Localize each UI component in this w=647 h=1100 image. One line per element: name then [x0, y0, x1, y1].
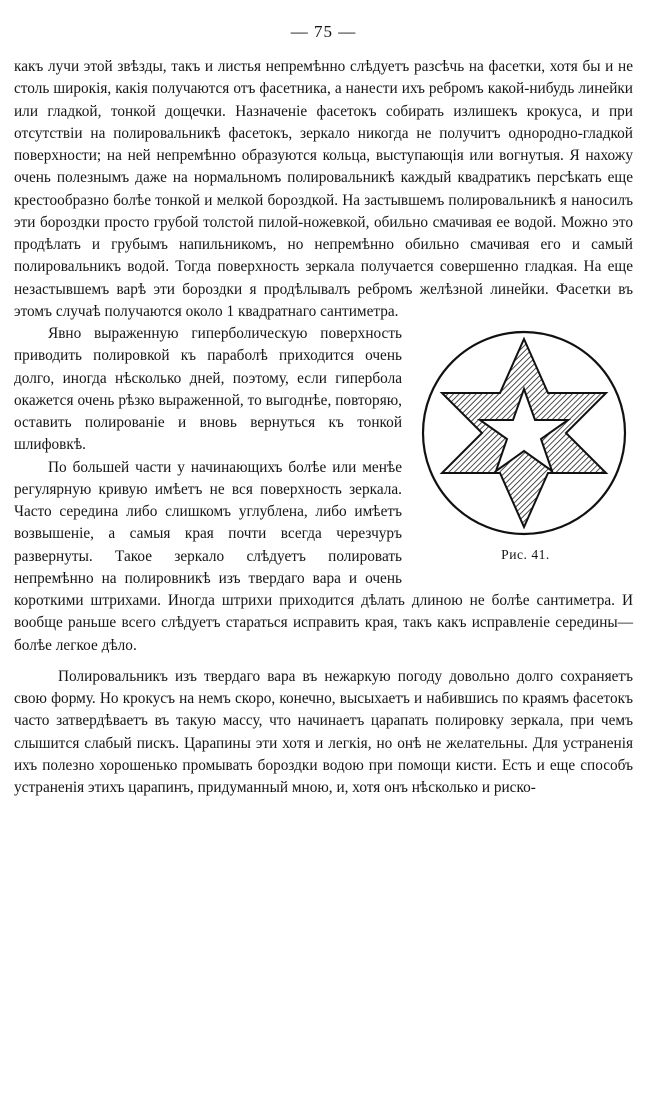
paragraph-2: Явно выраженную гиперболическую поверхность приводить полировкой къ параболѣ приходится очень долго, иногда нѣсколько дней, поэтому, если гипербола окажется очень рѣзко выраженной, то выгоднѣе, повторяю, оставить полированіе и вновь вернуться къ тонкой шлифовкѣ.: [14, 325, 402, 454]
figure-illustration: [418, 327, 630, 539]
page-content: [14, 56, 633, 799]
paragraph-spacer: [14, 657, 633, 666]
six-pointed-star-icon: [418, 327, 630, 539]
figure-caption: Рис. 41.: [501, 547, 550, 562]
paragraph-4: Полировальникъ изъ твердаго вара въ нежаркую погоду довольно долго сохраняетъ свою форму. Но крокусъ на немъ скоро, конечно, высыхаетъ и набившись по краямъ фасетокъ часто затвердѣваетъ въ такую массу, что начинаетъ царапать полировку зеркала, при чемъ слышится слабый пискъ. Царапины эти хотя и легкія, но онѣ не желательны. Для устраненія ихъ полезно хорошенько промывать бороздки водою при помощи кисти. Есть и еще способъ устраненія этихъ царапинъ, придуманный мною, и, хотя онъ нѣсколько и риско-: [14, 667, 633, 796]
paragraph-1: какъ лучи этой звѣзды, такъ и листья непремѣнно слѣдуетъ разсѣчь на фасетки, хотя бы и не столь широкія, какія получаются отъ фасетника, а нанести ихъ ребромъ какой-нибудь линейки или гладкой, тонкой дощечки. Назначеніе фасетокъ собирать излишекъ крокуса, и при отсутствіи на полировальникѣ фасетокъ, зеркало никогда не получитъ однородно-гладкой поверхности; на ней непремѣнно образуются кольца, выступающія или вогнутыя. Я нахожу очень полезнымъ даже на нормальномъ полировальникѣ каждый квадратикъ персѣкать еще крестообразно болѣе тонкой и мелкой бороздкой. На застывшемъ полировальникѣ я наносилъ эти бороздки просто грубой толстой пилой-ножевкой, обильно смачивая ее водой. Можно это продѣлать и грубымъ напильникомъ, но непремѣнно обильно смачивая его и самый полировальникъ водой. Тогда поверхность зеркала получается совершенно гладкая. На еще незастывшемъ варѣ эти бороздки я продѣлывалъ ребромъ желѣзной линейки. Фасетки въ этомъ случаѣ получаются около 1 квадратнаго сантиметра.: [14, 58, 633, 320]
page-number: — 75 —: [290, 22, 357, 41]
figure-41: [418, 327, 633, 563]
paragraph-3: По большей части у начинающихъ болѣе или менѣе регулярную кривую имѣетъ не вся поверхность зеркала. Часто середина либо слишкомъ углублена, либо имѣетъ возвышеніе, а самыя края почти всегда черезчуръ развернуты. Такое зеркало слѣдуетъ полировать непремѣнно на полировникѣ изъ твердаго вара и очень короткими штрихами. Иногда штрихи приходится дѣлать длиною не болѣе сантиметра. И вообще раньше всего слѣдуетъ стараться исправить края, такъ какъ исправленіе середины—болѣе легкое дѣло.: [14, 458, 633, 654]
